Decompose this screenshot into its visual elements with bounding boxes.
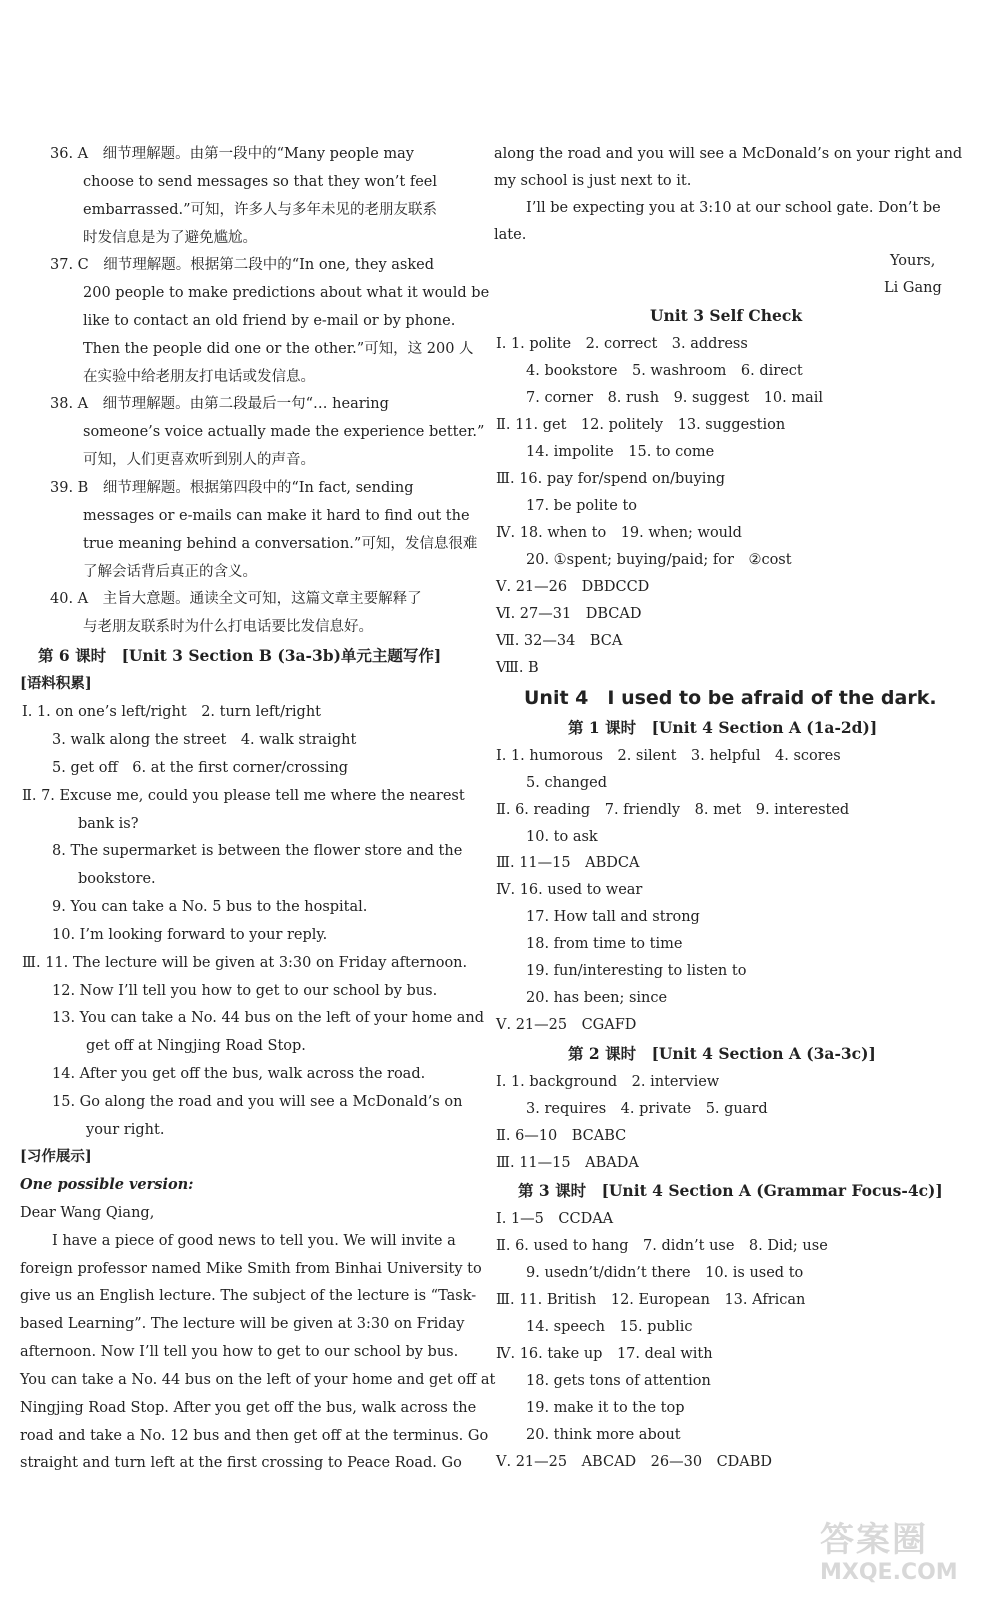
vocab-line: 8. The supermarket is between the flower store and the — [52, 843, 463, 859]
vocab-section-tag: [语料积累] — [20, 675, 92, 692]
lesson1-line: Ⅳ. 16. used to wear — [496, 882, 643, 898]
version-label: One possible version: — [20, 1176, 194, 1193]
letter-signature: Li Gang — [884, 280, 942, 296]
vocab-line: 13. You can take a No. 44 bus on the left of your home and — [52, 1010, 485, 1026]
q38-line: someone’s voice actually made the experience better.” — [83, 424, 485, 440]
unit4-title: Unit 4 I used to be afraid of the dark. — [524, 687, 937, 709]
self-check-line: Ⅵ. 27—31 DBCAD — [496, 606, 642, 622]
lesson3-line: Ⅰ. 1—5 CCDAA — [496, 1211, 614, 1227]
lesson1-line: Ⅱ. 6. reading 7. friendly 8. met 9. interested — [496, 802, 850, 818]
q40-line: 40. A 主旨大意题。通读全文可知，这篇文章主要解释了 — [50, 591, 422, 607]
letter-line: based Learning”. The lecture will be given at 3:30 on Friday — [20, 1316, 465, 1332]
vocab-line: bookstore. — [78, 871, 156, 887]
letter-line: my school is just next to it. — [494, 173, 692, 189]
vocab-line: get off at Ningjing Road Stop. — [86, 1038, 306, 1054]
lesson2-heading: 第 2 课时 [Unit 4 Section A (3a-3c)] — [568, 1044, 876, 1063]
letter-line: You can take a No. 44 bus on the left of your home and get off at — [20, 1372, 496, 1388]
q38-line: 可知，人们更喜欢听到别人的声音。 — [83, 452, 315, 468]
q39-line: 了解会话背后真正的含义。 — [83, 564, 257, 580]
lesson1-line: 10. to ask — [526, 829, 598, 845]
watermark-logo — [820, 1520, 980, 1590]
vocab-line: Ⅲ. 11. The lecture will be given at 3:30 on Friday afternoon. — [22, 955, 468, 971]
lesson3-line: 9. usedn’t/didn’t there 10. is used to — [526, 1265, 804, 1281]
self-check-line: 14. impolite 15. to come — [526, 444, 715, 460]
letter-line: road and take a No. 12 bus and then get off at the terminus. Go — [20, 1428, 489, 1444]
self-check-line: Ⅰ. 1. polite 2. correct 3. address — [496, 336, 748, 352]
q40-line: 与老朋友联系时为什么打电话要比发信息好。 — [83, 619, 373, 635]
lesson3-line: Ⅴ. 21—25 ABCAD 26—30 CDABD — [496, 1454, 773, 1470]
lesson3-line: Ⅱ. 6. used to hang 7. didn’t use 8. Did; use — [496, 1238, 828, 1254]
vocab-line: 14. After you get off the bus, walk across the road. — [52, 1066, 426, 1082]
vocab-line: 15. Go along the road and you will see a McDonald’s on — [52, 1094, 463, 1110]
lesson3-line: 19. make it to the top — [526, 1400, 685, 1416]
q37-line: Then the people did one or the other.”可知，这 200 人 — [83, 341, 474, 357]
vocab-line: Ⅱ. 7. Excuse me, could you please tell me where the nearest — [22, 788, 465, 804]
self-check-line: Ⅱ. 11. get 12. politely 13. suggestion — [496, 417, 786, 433]
q36-line: 36. A 细节理解题。由第一段中的“Many people may — [50, 146, 414, 162]
watermark-url: MXQE.COM — [820, 1560, 958, 1585]
lesson3-line: 18. gets tons of attention — [526, 1373, 711, 1389]
q38-line: 38. A 细节理解题。由第二段最后一句“… hearing — [50, 396, 389, 412]
watermark-text: 答案圈 — [820, 1520, 928, 1560]
q37-line: 在实验中给老朋友打电话或发信息。 — [83, 369, 315, 385]
lesson1-line: 19. fun/interesting to listen to — [526, 963, 747, 979]
q39-line: 39. B 细节理解题。根据第四段中的“In fact, sending — [50, 480, 414, 496]
self-check-line: Ⅳ. 18. when to 19. when; would — [496, 525, 742, 541]
lesson1-line: 5. changed — [526, 775, 608, 791]
q39-line: true meaning behind a conversation.”可知，发信息很难 — [83, 536, 478, 552]
lesson2-line: 3. requires 4. private 5. guard — [526, 1101, 768, 1117]
q36-line: choose to send messages so that they won’t feel — [83, 174, 438, 190]
lesson1-line: 17. How tall and strong — [526, 909, 700, 925]
letter-line: I have a piece of good news to tell you. We will invite a — [52, 1233, 456, 1249]
self-check-line: 7. corner 8. rush 9. suggest 10. mail — [526, 390, 824, 406]
self-check-line: 4. bookstore 5. washroom 6. direct — [526, 363, 803, 379]
self-check-line: 20. ①spent; buying/paid; for ②cost — [526, 552, 792, 568]
vocab-line: Ⅰ. 1. on one’s left/right 2. turn left/right — [22, 704, 321, 720]
letter-closing: Yours, — [890, 253, 936, 269]
self-check-line: Ⅷ. B — [496, 660, 539, 676]
vocab-line: 5. get off 6. at the first corner/crossing — [52, 760, 349, 776]
self-check-line: Ⅲ. 16. pay for/spend on/buying — [496, 471, 726, 487]
lesson3-line: Ⅳ. 16. take up 17. deal with — [496, 1346, 713, 1362]
lesson2-line: Ⅰ. 1. background 2. interview — [496, 1074, 720, 1090]
lesson1-line: 18. from time to time — [526, 936, 683, 952]
self-check-line: Ⅴ. 21—26 DBDCCD — [496, 579, 650, 595]
q39-line: messages or e-mails can make it hard to find out the — [83, 508, 470, 524]
letter-line: afternoon. Now I’ll tell you how to get to our school by bus. — [20, 1344, 459, 1360]
letter-line: late. — [494, 227, 527, 243]
letter-line: I’ll be expecting you at 3:10 at our school gate. Don’t be — [526, 200, 941, 216]
vocab-line: 10. I’m looking forward to your reply. — [52, 927, 328, 943]
vocab-line: your right. — [86, 1122, 165, 1138]
q36-line: 时发信息是为了避免尴尬。 — [83, 230, 257, 246]
letter-salutation: Dear Wang Qiang, — [20, 1205, 155, 1221]
letter-line: along the road and you will see a McDonald’s on your right and — [494, 146, 963, 162]
vocab-line: bank is? — [78, 816, 139, 832]
lesson3-heading: 第 3 课时 [Unit 4 Section A (Grammar Focus-4c)] — [518, 1181, 943, 1200]
lesson2-line: Ⅱ. 6—10 BCABC — [496, 1128, 627, 1144]
vocab-line: 12. Now I’ll tell you how to get to our school by bus. — [52, 983, 438, 999]
self-check-heading: Unit 3 Self Check — [650, 306, 803, 325]
lesson2-line: Ⅲ. 11—15 ABADA — [496, 1155, 639, 1171]
q36-line: embarrassed.”可知，许多人与多年未见的老朋友联系 — [83, 202, 438, 218]
self-check-line: Ⅶ. 32—34 BCA — [496, 633, 623, 649]
lesson1-line: Ⅴ. 21—25 CGAFD — [496, 1017, 637, 1033]
letter-line: Ningjing Road Stop. After you get off the bus, walk across the — [20, 1400, 477, 1416]
lesson3-line: Ⅲ. 11. British 12. European 13. African — [496, 1292, 806, 1308]
letter-line: straight and turn left at the first crossing to Peace Road. Go — [20, 1455, 462, 1471]
writing-section-tag: [习作展示] — [20, 1148, 92, 1165]
vocab-line: 3. walk along the street 4. walk straight — [52, 732, 357, 748]
lesson1-heading: 第 1 课时 [Unit 4 Section A (1a-2d)] — [568, 718, 878, 737]
q37-line: 200 people to make predictions about what it would be — [83, 285, 490, 301]
lesson1-line: 20. has been; since — [526, 990, 668, 1006]
lesson3-line: 20. think more about — [526, 1427, 681, 1443]
lesson1-line: Ⅰ. 1. humorous 2. silent 3. helpful 4. scores — [496, 748, 841, 764]
lesson3-line: 14. speech 15. public — [526, 1319, 693, 1335]
vocab-line: 9. You can take a No. 5 bus to the hospital. — [52, 899, 368, 915]
q37-line: like to contact an old friend by e-mail or by phone. — [83, 313, 456, 329]
self-check-line: 17. be polite to — [526, 498, 638, 514]
lesson6-heading: 第 6 课时 [Unit 3 Section B (3a-3b)单元主题写作] — [38, 646, 442, 665]
letter-line: foreign professor named Mike Smith from Binhai University to — [20, 1261, 482, 1277]
q37-line: 37. C 细节理解题。根据第二段中的“In one, they asked — [50, 257, 435, 273]
letter-line: give us an English lecture. The subject of the lecture is “Task- — [20, 1288, 477, 1304]
lesson1-line: Ⅲ. 11—15 ABDCA — [496, 855, 640, 871]
